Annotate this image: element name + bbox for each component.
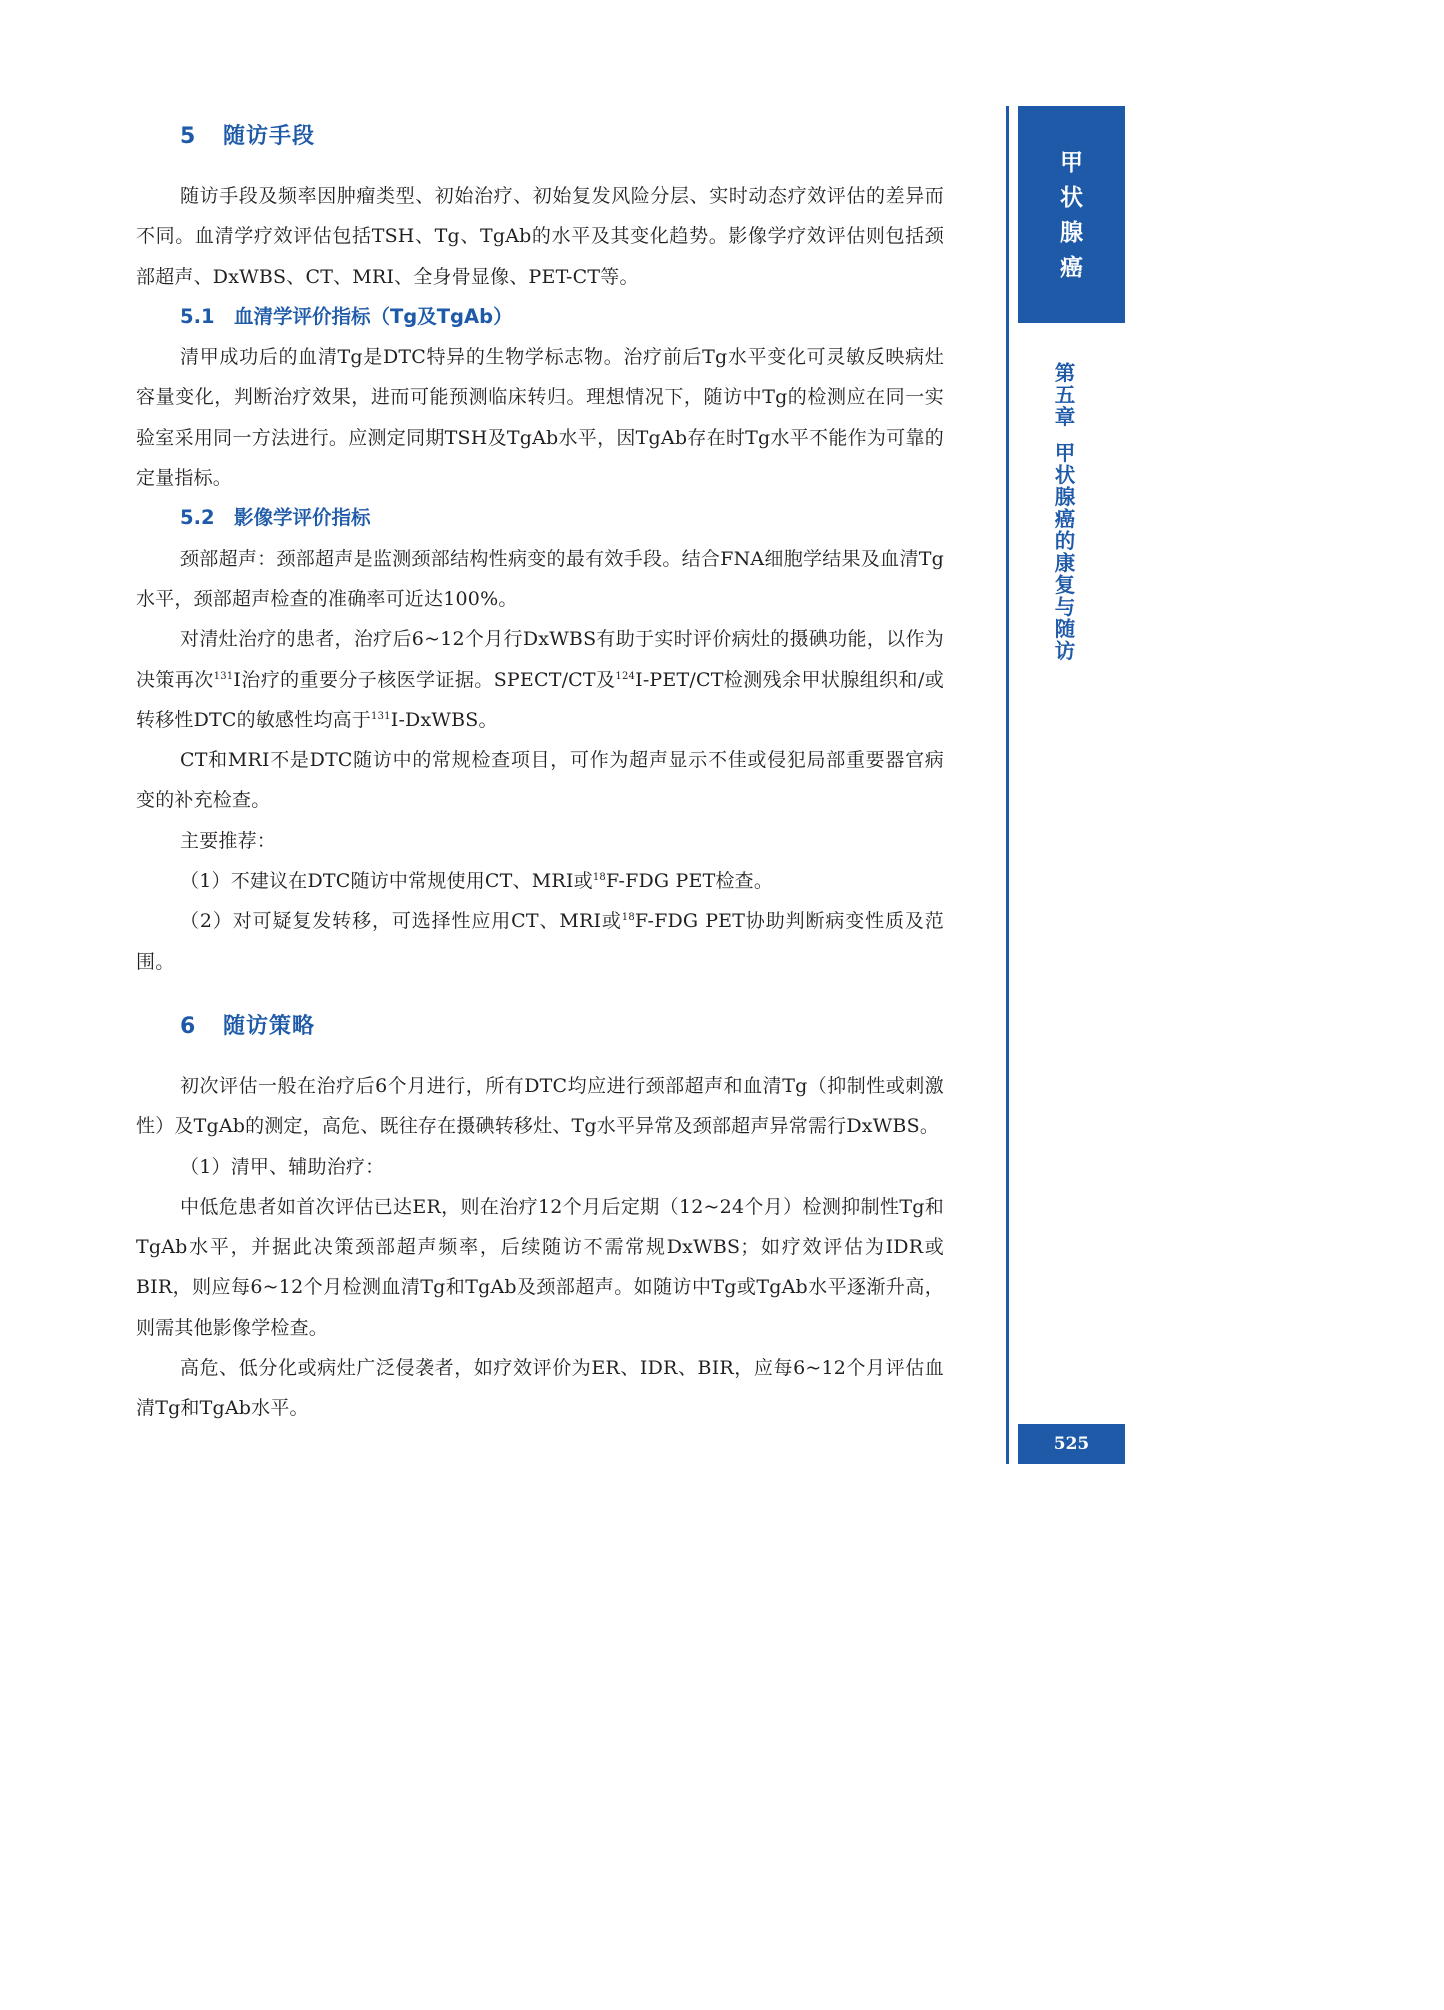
subsection-heading-5-1	[136, 297, 944, 337]
paragraph: 初次评估一般在治疗后6个月进行，所有DTC均应进行颈部超声和血清Tg（抑制性或刺激性）及TgAb的测定，高危、既往存在摄碘转移灶、Tg水平异常及颈部超声异常需行DxWBS。	[136, 1074, 944, 1138]
chapter-char: 第	[1054, 361, 1076, 385]
recommendation-item	[136, 861, 944, 901]
chapter-char: 五	[1054, 383, 1076, 407]
subsection-title: 影像学评价指标	[234, 506, 371, 530]
isotope-superscript: 131	[213, 670, 234, 682]
text-run: I-PET/CT检测残余甲状腺组织和/或转移性DTC的敏感性均高于	[136, 668, 944, 731]
chapter-char: 随	[1054, 617, 1076, 641]
page-number: 525	[1018, 1424, 1125, 1464]
paragraph: 中低危患者如首次评估已达ER，则在治疗12个月后定期（12~24个月）检测抑制性Tg和TgAb水平，并据此决策颈部超声频率，后续随访不需常规DxWBS；如疗效评估为IDR或BIR，则应每6~12个月检测血清Tg和TgAb及颈部超声。如随访中Tg或TgAb水平逐渐升高，则需其他影像学检查。	[136, 1195, 944, 1339]
chapter-char-space	[1040, 428, 1090, 442]
paragraph: 随访手段及频率因肿瘤类型、初始治疗、初始复发风险分层、实时动态疗效评估的差异而不同。血清学疗效评估包括TSH、Tg、TgAb的水平及其变化趋势。影像学疗效评估则包括颈部超声、DxWBS、CT、MRI、全身骨显像、PET-CT等。	[136, 185, 944, 288]
paragraph: （1）清甲、辅助治疗：	[180, 1155, 385, 1178]
isotope-superscript: 124	[615, 670, 636, 682]
section-number: 6	[180, 1013, 197, 1039]
spacer	[136, 1052, 944, 1066]
chapter-char: 腺	[1054, 485, 1076, 509]
book-title-char: 癌	[1060, 255, 1083, 281]
side-rule	[1006, 106, 1009, 1464]
book-title-char: 状	[1060, 185, 1083, 211]
section-heading-6	[136, 1002, 944, 1052]
chapter-char: 甲	[1054, 441, 1076, 465]
spacer	[136, 162, 944, 176]
book-title-char: 腺	[1060, 220, 1083, 246]
text-run: （2）对可疑复发转移，可选择性应用CT、MRI或	[180, 910, 622, 933]
chapter-char: 癌	[1054, 507, 1076, 531]
isotope-superscript: 131	[371, 710, 391, 722]
book-title-tab	[1018, 106, 1125, 323]
paragraph: CT和MRI不是DTC随访中的常规检查项目，可作为超声显示不佳或侵犯局部重要器官病变的补充检查。	[136, 749, 944, 812]
isotope-superscript: 18	[621, 912, 635, 924]
paragraph: 清甲成功后的血清Tg是DTC特异的生物学标志物。治疗前后Tg水平变化可灵敏反映病灶容量变化，判断治疗效果，进而可能预测临床转归。理想情况下，随访中Tg的检测应在同一实验室采用同一方法进行。应测定同期TSH及TgAb水平，因TgAb存在时Tg水平不能作为可靠的定量指标。	[136, 346, 944, 490]
chapter-char: 康	[1054, 551, 1076, 575]
chapter-char: 复	[1054, 573, 1076, 597]
text-run: F-FDG PET检查。	[605, 870, 774, 893]
chapter-char: 与	[1054, 595, 1076, 619]
chapter-char: 状	[1054, 463, 1076, 487]
section-title: 随访策略	[223, 1013, 316, 1039]
section-title: 随访手段	[223, 124, 316, 149]
chapter-char: 的	[1054, 529, 1076, 553]
section-number: 5	[180, 124, 197, 149]
book-title-char: 甲	[1060, 150, 1083, 176]
recommendation-item	[136, 901, 944, 982]
subsection-heading-5-2	[136, 498, 944, 538]
paragraph: 高危、低分化或病灶广泛侵袭者，如疗效评价为ER、IDR、BIR，应每6~12个月评估血清Tg和TgAb水平。	[136, 1357, 944, 1420]
text-run: I-DxWBS。	[390, 708, 498, 731]
text-run: 对清灶治疗的患者，治疗后6~12个月行DxWBS有助于实时评价病灶的摄碘功能，以作为决策再次	[136, 628, 944, 691]
page-body	[136, 112, 944, 1429]
subsection-number: 5.1	[180, 304, 215, 328]
chapter-char: 章	[1054, 405, 1076, 429]
subsection-number: 5.2	[180, 506, 215, 530]
recommendation-label: 主要推荐：	[180, 829, 277, 852]
section-heading-5	[136, 112, 944, 162]
text-run: I治疗的重要分子核医学证据。SPECT/CT及	[233, 668, 616, 691]
chapter-title-tab	[1040, 362, 1090, 662]
subsection-title: 血清学评价指标（Tg及TgAb）	[234, 304, 513, 328]
paragraph: 颈部超声：颈部超声是监测颈部结构性病变的最有效手段。结合FNA细胞学结果及血清Tg水平，颈部超声检查的准确率可近达100%。	[136, 547, 944, 610]
text-run: F-FDG PET协助判断病变性质及范围。	[136, 910, 944, 973]
paragraph	[136, 619, 944, 740]
text-run: （1）不建议在DTC随访中常规使用CT、MRI或	[180, 870, 593, 893]
spacer	[136, 982, 944, 1002]
chapter-char: 访	[1054, 639, 1076, 663]
isotope-superscript: 18	[592, 872, 606, 884]
